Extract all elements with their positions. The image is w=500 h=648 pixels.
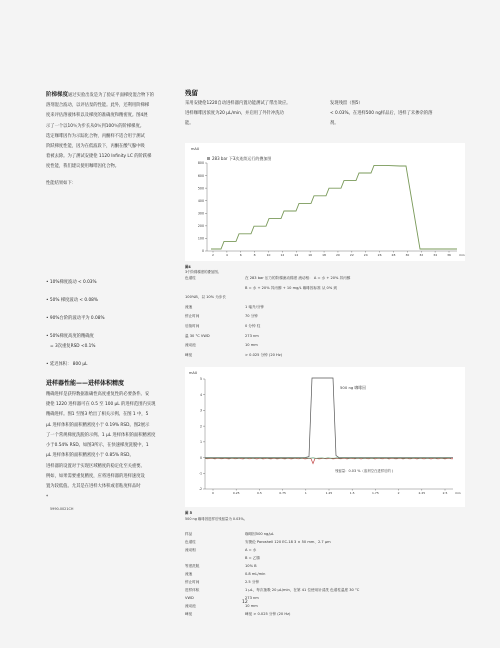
injector-paragraph: 精确进样是获得数据准确性高度重复性的必要条件。安 捷伦 1220 进样器可在 0.5 至 100 μL 的进样范围内实现 精确进样。图1 至图3 给出了相关示例。在图 1 中，5 μL 进样体积的面积精密度小于 0.19% RSD。图2展示 了一个常规梯度洗脱的示例。1 μL 进样体积的面积精密度 小于0.54% RSD。如图3所示，在快速梯度洗脱中，1 μL 进样体积的面积精密度小于 0.85% RSD。 (46, 392, 156, 459)
fig4-yunit: mAU (191, 147, 200, 151)
fig4-xtick-label: 2 (212, 253, 214, 257)
intro-line: 度性能，我们建议使用咖啡因化合物。 (46, 164, 120, 170)
fig4-xtick-label: 8 (253, 253, 256, 257)
spec-value: A = 水 (245, 548, 257, 552)
spec-key: 后续时间 (185, 324, 200, 328)
bullet-subline: = 3次重复RSD <0.1% (50, 344, 96, 349)
spec-key: 流速 (185, 304, 193, 309)
fig5-axes (199, 377, 461, 495)
fig5-xtick-label: 0.75 (279, 491, 286, 495)
fig4-xtick-label: 20 (336, 253, 340, 257)
spec-key: VWD (185, 596, 194, 600)
intro-line: 通过实验出发是为了验证平面梯度混合物下的 (68, 93, 154, 98)
fig4-xtick-label: 12 (280, 253, 285, 257)
spec-key: 峰宽 (185, 352, 193, 357)
spec-key: 色谱柱 (185, 540, 196, 544)
fig5-ytick-label: 4 (199, 392, 202, 397)
spec-value: 在 283 bar 压力的阶梯流动梯度 流动相： A = 水 + 20% 异丙醇 (245, 276, 351, 280)
fig5-xtick-label: 1.5 (349, 491, 355, 495)
fig4-xtick-label: 6 (239, 253, 242, 257)
spec-key: 流动池 (185, 343, 196, 348)
intro-line: 着被去除。为了测试安捷伦 1120 Infinity LC 的阶跃梯 (46, 154, 152, 160)
fig4-xtick-label: 30 (405, 253, 410, 257)
intro-line: 阶跃梯度性能，因为在低波段下，丙酮在酸气腺中吸 (46, 144, 145, 150)
spec-value: B = 水 + 20% 异丙醇 + 10 mg/L 咖啡因标准 从 0% 到 (245, 285, 337, 290)
spec-value: 273 nm (245, 596, 259, 600)
spec-value: 峰宽 > 0.025 分钟 (20 Hz) (245, 612, 291, 616)
spec-key: 色谱柱 (185, 276, 196, 280)
spec-value: 10% B (245, 564, 257, 568)
bullet-item: • 10%梯度波动 < 0.03% (46, 280, 97, 285)
fig4-caption: 3个阶梯梯度的叠加图。 (185, 270, 222, 274)
fig4-ytick-label: 800 (197, 161, 204, 166)
intro-line: 溶剂混合波动，以评估泵的性能。此外，还利用阶梯梯 (46, 103, 150, 109)
fig5-ytick-label: 3 (199, 408, 202, 413)
fig4-xtick-label: 22 (349, 253, 354, 257)
spec-key: 流速 (185, 572, 193, 576)
intro-line: 选定咖啡因作为示踪化合物，丙酮样不适合用于测试 (46, 133, 145, 139)
intro-line: 示了一个以10％为步长从0％到100％的阶梯梯度。 (46, 123, 145, 129)
spec-key: 停止时间 (185, 580, 200, 584)
fig4-xtick-label: 36 (447, 253, 451, 257)
fig5-xtick-label: 1.75 (372, 491, 379, 495)
spec-key: 温 30 °C VWD (185, 333, 210, 338)
intro-block (46, 90, 181, 173)
fig4-axes (198, 161, 465, 257)
fig5-ytick-label: -1 (198, 471, 202, 476)
page-number: 12 (242, 600, 248, 605)
fig5-ytick-label: 2 (199, 424, 202, 429)
fig5-xtick-label: 0.5 (257, 491, 262, 495)
spec-value: B = 乙腈 (245, 556, 260, 560)
spec-value: 2.5 分钟 (245, 580, 260, 584)
fig4-xunit: min (459, 253, 465, 257)
caffeine-peak-trace (205, 378, 453, 458)
spec-key: 样品 (185, 532, 193, 536)
spec-value: 0.8 mL/min (245, 572, 266, 576)
doc-number: 5990-0021CH (50, 507, 74, 511)
spec-key: 流动池 (185, 604, 196, 608)
fig4-xtick-label: 28 (391, 253, 396, 257)
injector-title: 进样器性能——进样体积精度 (46, 380, 125, 387)
fig4-xtick-label: 32 (419, 253, 424, 257)
fig4-ytick-label: 600 (197, 173, 204, 178)
fig4-xtick-label: 24 (363, 253, 368, 257)
fig5-xtick-label: 0.25 (232, 491, 240, 495)
fig4-ytick-label: 300 (197, 211, 204, 216)
spec-value: 0 分钟 柱 (245, 324, 261, 328)
intro-paragraph (46, 90, 181, 173)
fig5-xtick-label: 0 (212, 491, 214, 495)
bullet-item: • 90%台阶的波动平为 0.08% (46, 316, 105, 321)
fig5-xtick-label: 1.25 (325, 491, 333, 495)
spec-value: 1 毫升/分钟 (245, 304, 265, 309)
bullet-item: • 50%梯度高度的精确度 (46, 334, 94, 339)
fig5-ytick-label: 5 (199, 377, 202, 382)
fig5-xtick-label: 2 (397, 491, 400, 495)
fig4-xtick-label: 18 (322, 253, 326, 257)
spec-key: 停止时间 (185, 314, 200, 319)
finding-paragraph: 发现残留（图5） < 0.03%。在进样500 ng样品后，进样了未掺杂的溶 剂。 (330, 101, 433, 127)
spec-key: 峰宽 (185, 612, 193, 616)
fig4-ytick-label: 200 (197, 224, 204, 229)
spec-value: 1 μL，每次抽吸 20 μL/min，在第 41 位使用针清洗 色谱柱温度 30 °C (245, 588, 360, 592)
intro-line: 度来评估溶液体积以及梯度的准确度和精密度。图4展 (46, 113, 148, 119)
peak-label: 500 ng 咖啡因 (340, 385, 366, 390)
spec-value: 10 mm (245, 343, 258, 348)
spec-value: 273 nm (245, 333, 259, 338)
fig5-ytick-label: 1 (199, 440, 202, 445)
figure-5-chart (185, 367, 465, 507)
fig4-xtick-label: 14 (294, 253, 299, 257)
carryover-paragraph: 采用安捷伦1220自动进样器内置功能测试了带出效应。 进样咖啡因浓度为20 μL/min，并启用了外针冲洗功 能。 (185, 101, 291, 127)
fig5-xtick-label: 1 (304, 491, 307, 495)
spec-value: 10 mm (245, 604, 258, 608)
blank-injection-trace (205, 458, 453, 463)
spec-value: 安捷伦 Poroshell 120 EC-18 3 × 50 mm、2.7 μm (245, 540, 331, 544)
spec-key: 进样体积 (185, 588, 200, 592)
intro-title: 阶梯梯度 (46, 92, 69, 98)
results-label: 性能结果如下： (46, 181, 77, 186)
fig4-xtick-label: 34 (433, 253, 438, 257)
fig4-xtick-label: 16 (308, 253, 313, 257)
fig5-ytick-label: -2 (198, 487, 202, 492)
fig4-ytick-label: 500 (197, 186, 204, 191)
spec-value: > 0.025 分钟 (20 Hz) (245, 352, 283, 357)
legend-swatch (207, 157, 210, 160)
carryover-label: 残留量：0.03 %（溶剂空白进样后的 ) (335, 469, 394, 473)
fig5-caption-number: 图 5 (185, 511, 192, 515)
fig5-xtick-label: 2.5 (442, 491, 448, 495)
step-gradient-trace (211, 165, 457, 249)
fig4-xtick-label: 4 (225, 253, 228, 257)
fig5-xunit: min (455, 491, 461, 495)
figure-4-chart (185, 143, 465, 261)
spec-value: 70 分钟 (245, 314, 258, 319)
figure-5-svg (185, 367, 465, 507)
fig5-ytick-label: 0 (199, 455, 202, 460)
figure-4-svg (185, 143, 465, 261)
fig4-ytick-label: 100 (197, 236, 204, 241)
injector-settings-paragraph: 进样器的设置对于实现区域精度的稳定化至关重要。 例如，如果需要重复精度，应将进样器的进样速度设 置为较低值。尤其是在进样大体积或者粘度样品时 * (46, 464, 145, 500)
fig4-xtick-label: 10 (266, 253, 271, 257)
fig5-xtick-label: 2.25 (418, 491, 426, 495)
fig5-yunit: mAU (189, 371, 198, 375)
spec-value: 咖啡因500 ng/μL (245, 532, 274, 536)
spec-key: 100%B，以 10% 为步长 (185, 295, 226, 300)
fig4-ytick-label: 0 (201, 249, 204, 254)
bullet-item: • 50% 梯度波动 < 0.08% (46, 298, 98, 303)
spec-key: 等度洗脱 (185, 564, 200, 568)
fig5-caption: 500 ng 咖啡因进样后残留量为 0.03%。 (185, 517, 248, 521)
fig4-caption-number: 图4 (185, 265, 191, 269)
fig4-annotation: 283 bar 下3次连续运行的叠加图 (212, 156, 272, 161)
spec-key: 流动相 (185, 548, 196, 552)
carryover-title: 残留 (185, 89, 198, 97)
fig4-ytick-label: 400 (197, 198, 204, 203)
fig4-xtick-label: 26 (377, 253, 382, 257)
bullet-item: • 延迟体积： 800 μL (46, 362, 88, 367)
